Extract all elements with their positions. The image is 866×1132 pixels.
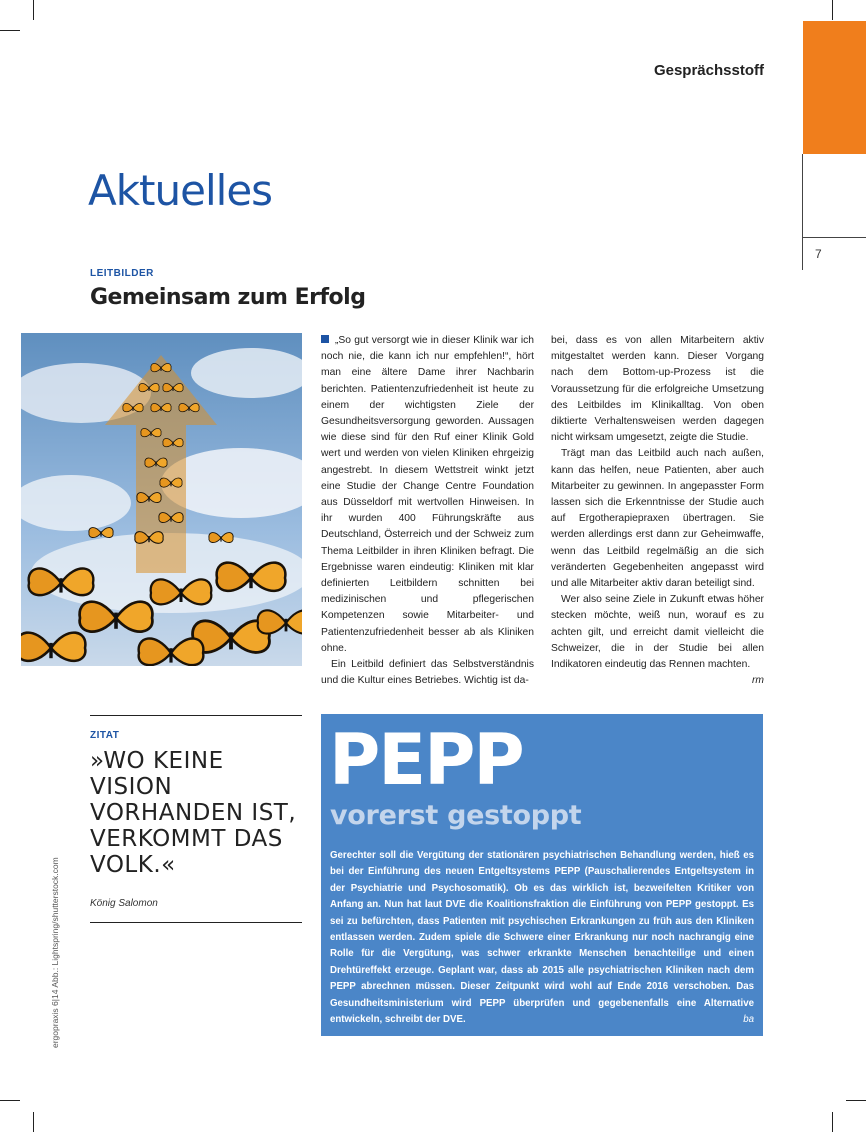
paragraph-marker-icon [321, 335, 329, 343]
news-box-signature: ba [743, 1014, 754, 1026]
news-box-title: PEPP [329, 719, 523, 801]
article-paragraph: Trägt man das Leitbild auch nach außen, kann das helfen, neue Patienten, aber auch Mitarbeiter zu gewinnen. In angepasster Form lassen sich die Erkenntnisse der Studie auch auf Ergotherapiepraxen übertragen. Sie werden allerdings erst dann zur Geheimwaffe, wenn das Leitbild regelmäßig an die sich veränderten Gegebenheiten angepasst wird und alle Mitarbeiter aktiv daran beteiligt sind. [551, 448, 764, 590]
crop-mark [0, 1100, 20, 1101]
crop-mark [846, 1100, 866, 1101]
article-paragraph: Wer also seine Ziele in Zukunft etwas höher stecken möchte, weiß nun, worauf es zu achten gilt, und erreicht damit vielleicht die Schweizer, die in der Studie bei allen Indikatoren eindeutig das Rennen machten. rm [551, 592, 764, 673]
article-column-1 [321, 333, 534, 689]
article-paragraph: „So gut versorgt wie in dieser Klinik war ich noch nie, die kann ich nur empfehlen!“, hört man eine ältere Dame ihrer Nachbarin berichten. Patientenzufriedenheit ist heute zu einem der wichtigsten Ziele der Gesundheitsversorgung geworden. Aussagen wie diese sind für den Ruf einer Klinik Gold wert und werden von vielen Kliniken ehrgeizig angestrebt. In diesem Wettstreit winkt jetzt eine Studie der Change Centre Foundation aus Düsseldorf mit wertvollen Hinweisen. In ihr wurden 400 Führungskräfte aus Deutschland, Österreich und der Schweiz zum Thema Leitbilder in ihren Kliniken befragt. Die Ergebnisse waren eindeutig: Kliniken mit klar definierten Leitbildern schnitten bei medizinischen und pflegerischen Kompetenzen sowie Mitarbeiter- und Patientenzufriedenheit besser ab als Kliniken ohne. [321, 335, 534, 654]
section-label: Gesprächsstoff [653, 62, 764, 79]
page-title: Aktuelles [88, 166, 273, 215]
quote-text: »WO KEINE VISION VORHANDEN IST, VERKOMMT DAS VOLK.« [90, 748, 297, 878]
quote-rule [90, 922, 302, 923]
news-box-subtitle: vorerst gestoppt [330, 800, 582, 831]
article-paragraph: Ein Leitbild definiert das Selbstverständnis und die Kultur eines Betriebes. Wichtig ist da- [321, 659, 534, 687]
tab-divider [802, 154, 803, 270]
page-number: 7 [815, 247, 822, 261]
crop-mark [0, 30, 20, 31]
section-tab [803, 21, 866, 154]
article-paragraph: bei, dass es von allen Mitarbeitern aktiv mitgestaltet werden kann. Dieser Vorgang nach dem Bottom-up-Prozess ist die Voraussetzung für die erfolgreiche Umsetzung des Leitbildes im Klinikalltag. Von oben diktierte Verhaltensweisen werden dagegen nicht wirksam umgesetzt, zeigte die Studie. [551, 335, 764, 444]
tab-divider [802, 237, 866, 238]
crop-mark [832, 1112, 833, 1132]
article-photo [21, 333, 302, 666]
quote-author: König Salomon [90, 898, 158, 909]
article-kicker: LEITBILDER [90, 268, 154, 279]
article-column-2 [551, 333, 764, 689]
quote-rule [90, 715, 302, 716]
quote-kicker: ZITAT [90, 730, 120, 741]
news-box-body: Gerechter soll die Vergütung der stationären psychiatrischen Behandlung werden, hieß es bei der Einführung des neuen Entgeltsystems PEPP (Pauschalierendes Entgeltsystem in der Psychiatrie und Psychosomatik). Ob es das wirklich ist, bezweifelten Kritiker von Anfang an. Nun hat laut DVE die Koalitionsfraktion die Einführung von PEPP gestoppt. Es sei zu befürchten, dass Patienten mit psychischen Erkrankungen zu früh aus den Kliniken entlassen werden. Zudem spiele die Schwere einer Erkrankung nur noch nachrangig eine Rolle für die Vergütung, was schwer erkrankte Menschen benachteilige und einen Drehtüreffekt erzeuge. Geplant war, dass ab 2015 alle psychiatrischen Kliniken nach dem PEPP abrechnen müssen. Dieser Zeitpunkt wird wohl auf Ende 2016 verschoben. Das Gesundheitsministerium wird PEPP überprüfen und gegebenenfalls eine Alternative entwickeln, schreibt der DVE. ba [330, 848, 754, 1028]
crop-mark [33, 0, 34, 20]
image-credit: ergopraxis 6|14 Abb.: Lightspring/shutterstock.com [50, 857, 60, 1048]
article-headline: Gemeinsam zum Erfolg [90, 285, 366, 310]
crop-mark [832, 0, 833, 20]
author-signature: rm [751, 675, 764, 687]
crop-mark [33, 1112, 34, 1132]
